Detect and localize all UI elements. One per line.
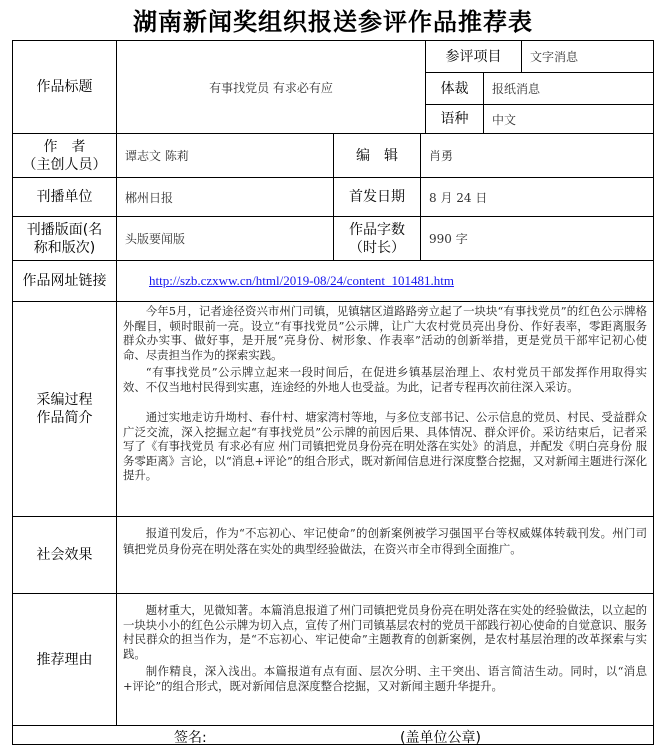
language-value: 中文 xyxy=(492,112,517,127)
edition-label-line2: 称和版次) xyxy=(33,239,96,256)
genre-value: 报纸消息 xyxy=(492,82,541,96)
work-title-label: 作品标题 xyxy=(36,79,93,95)
work-title-value: 有事找党员 有求必有应 xyxy=(209,80,333,95)
language-label: 语种 xyxy=(440,111,469,127)
stamp-label: (盖单位公章) xyxy=(400,730,481,746)
url-cell xyxy=(117,261,653,301)
url-link[interactable]: http://szb.czxww.cn/html/2019-08/24/content_101481.htm xyxy=(149,273,454,288)
effect-paragraph-1: 报道刊发后，作为“不忘初心、牢记使命”的创新案例被学习强国平台等权威媒体转载刊发。州门司镇把党员身份亮在明处落在实处的典型经验做法，在资兴市全市得到全面推广。 xyxy=(123,526,647,556)
first-date-value: 8 月 24 日 xyxy=(429,190,488,205)
wordcount-value: 990 字 xyxy=(429,232,468,246)
publisher-label: 刊播单位 xyxy=(36,189,93,205)
process-paragraph-1: 今年5月，记者途径资兴市州门司镇，见镇辖区道路路旁立起了一块块“有事找党员”的红色公示牌格外醒目，顿时眼前一亮。设立“有事找党员”公示牌，让广大农村党员亮出身份、作好表率，零距离服务群众办实事、做好事，是开展“亮身份、树形象、作表率”活动的创新举措，更是党员干部牢记初心使命、尽责担当作为的探索实践。 xyxy=(123,304,647,362)
process-paragraph-2: “有事找党员”公示牌立起来一段时间后，在促进乡镇基层治理上、农村党员干部发挥作用取得实效、不仅当地村民得到实惠，连途经的外地人也受益。为此，记者专程再次前往深入采访。 xyxy=(123,365,647,394)
wordcount-label-line1: 作品字数 xyxy=(349,221,405,238)
process-paragraph-3: 通过实地走访升坳村、春什村、塘家湾村等地，与多位支部书记、公示信息的党员、村民、受益群众广泛交流，深入挖掘立起“有事找党员”公示牌的前因后果、具体情况、群众评价。采访结束后，记者采写了《有事找党员 有求必有应 州门司镇把党员身份亮在明处落在实处》的消息，并配发《明白亮身份 服务零距离》言论，以“消息+评论”的组合形式，既对新闻信息进行深度整合挖掘，又对新闻主题进行深化提升。 xyxy=(123,410,647,483)
first-date-label: 首发日期 xyxy=(349,189,405,205)
wordcount-label xyxy=(334,217,420,260)
effect-label: 社会效果 xyxy=(36,547,93,563)
wordcount-label-line2: （时长） xyxy=(349,239,405,256)
category-value: 文字消息 xyxy=(530,50,579,64)
editor-label: 编 辑 xyxy=(356,147,398,164)
reason-label: 推荐理由 xyxy=(36,651,93,668)
genre-label: 体裁 xyxy=(440,80,469,97)
author-label-line2: （主创人员） xyxy=(22,156,107,173)
reason-paragraph-1: 题材重大，见微知著。本篇消息报道了州门司镇把党员身份亮在明处落在实处的经验做法，以立起的一块块小小的红色公示牌为切入点，宣传了州门司镇基层农村的党员干部践行初心使命的自觉意识、服务村民群众的担当作为，是“不忘初心、牢记使命”主题教育的创新案例，是农村基层治理的改革探索与实践。 xyxy=(123,603,647,661)
form-title: 湖南新闻奖组织报送参评作品推荐表 xyxy=(133,7,533,36)
process-label-line2: 作品简介 xyxy=(36,410,93,426)
editor-value: 肖勇 xyxy=(429,149,454,163)
signature-label: 签名: xyxy=(174,730,207,746)
edition-label-line1: 刊播版面(名 xyxy=(26,221,103,238)
process-label-line1: 采编过程 xyxy=(36,392,93,408)
edition-label xyxy=(13,217,116,260)
publisher-value: 郴州日报 xyxy=(125,190,174,205)
process-label xyxy=(13,302,116,516)
author-label-line1: 作 者 xyxy=(43,138,86,155)
category-label: 参评项目 xyxy=(445,48,502,65)
reason-content xyxy=(117,594,653,725)
author-value: 谭志文 陈莉 xyxy=(125,149,189,163)
process-content xyxy=(117,302,653,516)
reason-paragraph-2: 制作精良，深入浅出。本篇报道有点有面、层次分明、主干突出、语言简洁生动。同时，以“消息+评论”的组合形式，既对新闻信息深度整合挖掘，又对新闻主题升华提升。 xyxy=(123,664,647,693)
url-label: 作品网址链接 xyxy=(22,273,107,289)
edition-value: 头版要闻版 xyxy=(125,232,186,246)
effect-content xyxy=(117,517,653,593)
author-label xyxy=(13,134,116,177)
